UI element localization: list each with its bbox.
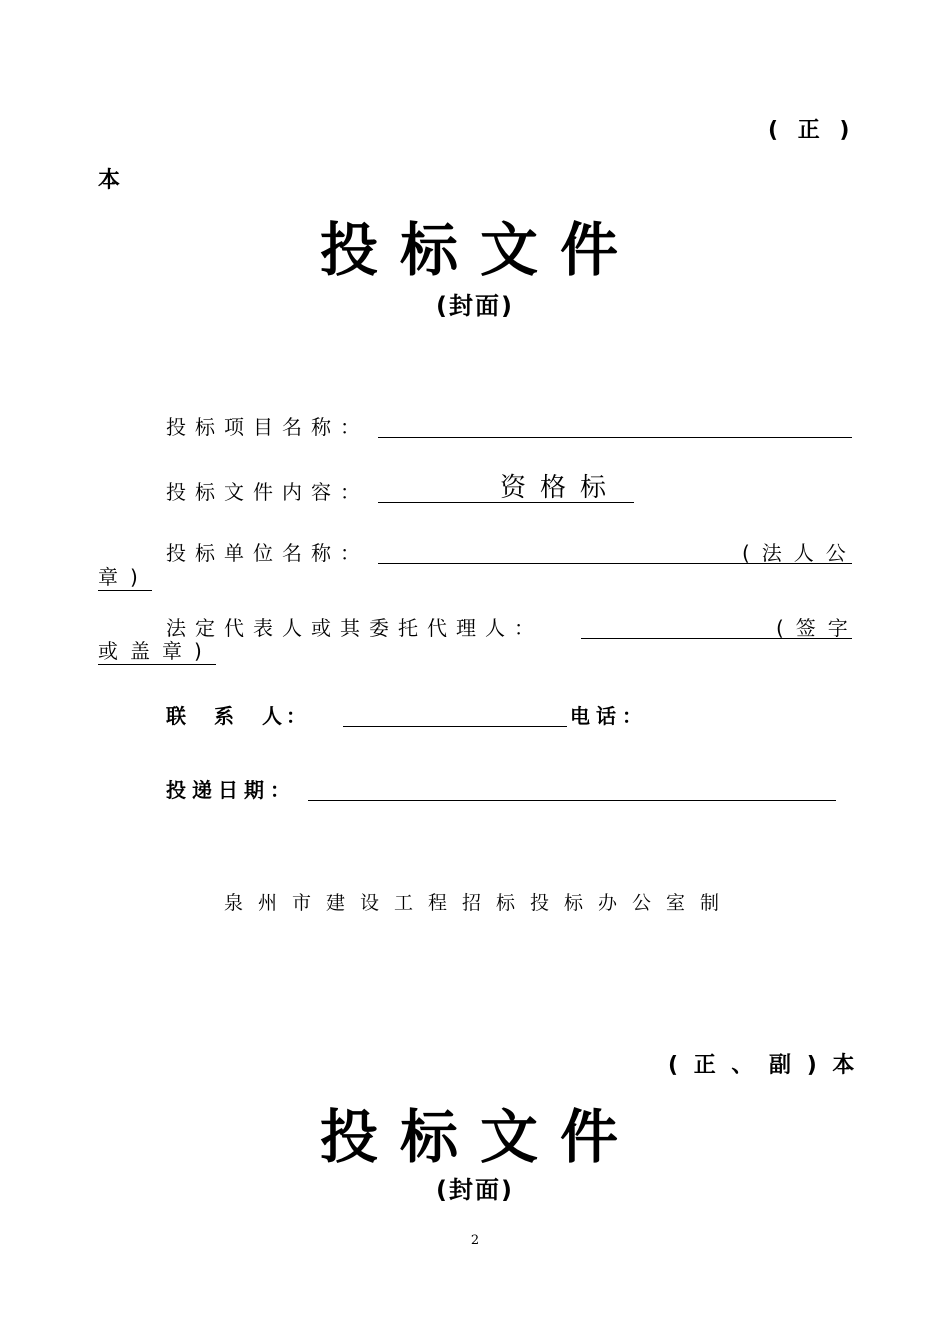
agent-label: 法定代表人或其委托代理人：: [166, 616, 543, 640]
copy-type-tail: 本: [98, 168, 121, 193]
document-title-2: 投标文件: [319, 1103, 640, 1171]
agent-sign-note-cont: 或盖章): [98, 639, 214, 663]
copy-type-mark-2: ( 正 、 副 ) 本: [668, 1053, 859, 1078]
phone-label: 电话：: [570, 704, 648, 728]
contact-blank: [343, 701, 567, 727]
content-label: 投标文件内容：: [166, 480, 369, 504]
issuer-line: 泉州市建设工程招标投标办公室制: [224, 892, 735, 914]
contact-label: 联 系 人：: [166, 704, 310, 728]
page-number: 2: [470, 1233, 480, 1248]
bidder-name-label: 投标单位名称：: [166, 541, 369, 565]
delivery-date-blank: [308, 775, 836, 801]
bidder-seal-note: (法人公: [742, 541, 858, 565]
copy-type-mark: ( 正 ): [768, 118, 856, 143]
project-name-label: 投标项目名称：: [166, 415, 369, 439]
project-name-blank: [378, 412, 852, 438]
document-title: 投标文件: [319, 216, 640, 284]
agent-sign-note: (签字: [776, 616, 860, 640]
document-subtitle: (封面): [436, 292, 514, 320]
document-subtitle-2: (封面): [436, 1176, 514, 1204]
content-value: 资格标: [500, 473, 621, 503]
delivery-date-label: 投递日期：: [166, 778, 296, 802]
bidder-seal-note-cont: 章): [98, 565, 150, 589]
